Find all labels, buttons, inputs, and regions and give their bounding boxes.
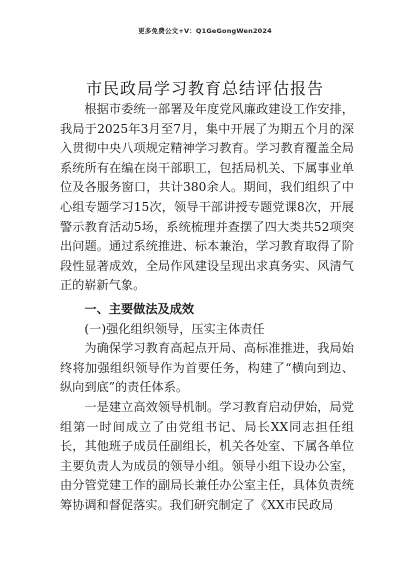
- body-paragraph: 一是建立高效领导机制。学习教育启动伊始，局党组第一时间成立了由党组书记、局长XX同志担任组长，其他班子成员任副组长，机关各处室、下属各单位主要负责人为成员的领导小组。领导小组下设办公室，由分管党建工作的副局长兼任办公室主任，具体负责统筹协调和督促落实。我们研究制定了《XX市民政局: [60, 399, 354, 512]
- document-title: 市民政局学习教育总结评估报告: [85, 79, 324, 98]
- subsection-heading: (一)强化组织领导，压实主体责任: [84, 321, 265, 336]
- header-note: 更多免费公文+V：Q1GeGongWen2024: [138, 27, 272, 35]
- intro-paragraph: 根据市委统一部署及年度党风廉政建设工作安排，我局于2025年3月至7月，集中开展了为期五个月的深入贯彻中央八项规定精神学习教育。学习教育覆盖全局系统所有在编在岗干部职工，包括局机关、下属事业单位及各服务窗口，共计380余人。期间，我们组织了中心组专题学习15次，领导干部讲授专题党课8次，开展警示教育活动5场，系统梳理并查摆了四大类共52项突出问题。通过系统推进、标本兼治，学习教育取得了阶段性显著成效，全局作风建设呈现出求真务实、风清气正的崭新气象。: [60, 102, 354, 293]
- document-body: [60, 100, 354, 515]
- body-paragraph: 为确保学习教育高起点开局、高标准推进，我局始终将加强组织领导作为首要任务，构建了“横向到边、纵向到底”的责任体系。: [60, 341, 354, 395]
- section-heading: 一、主要做法及成效: [84, 301, 195, 316]
